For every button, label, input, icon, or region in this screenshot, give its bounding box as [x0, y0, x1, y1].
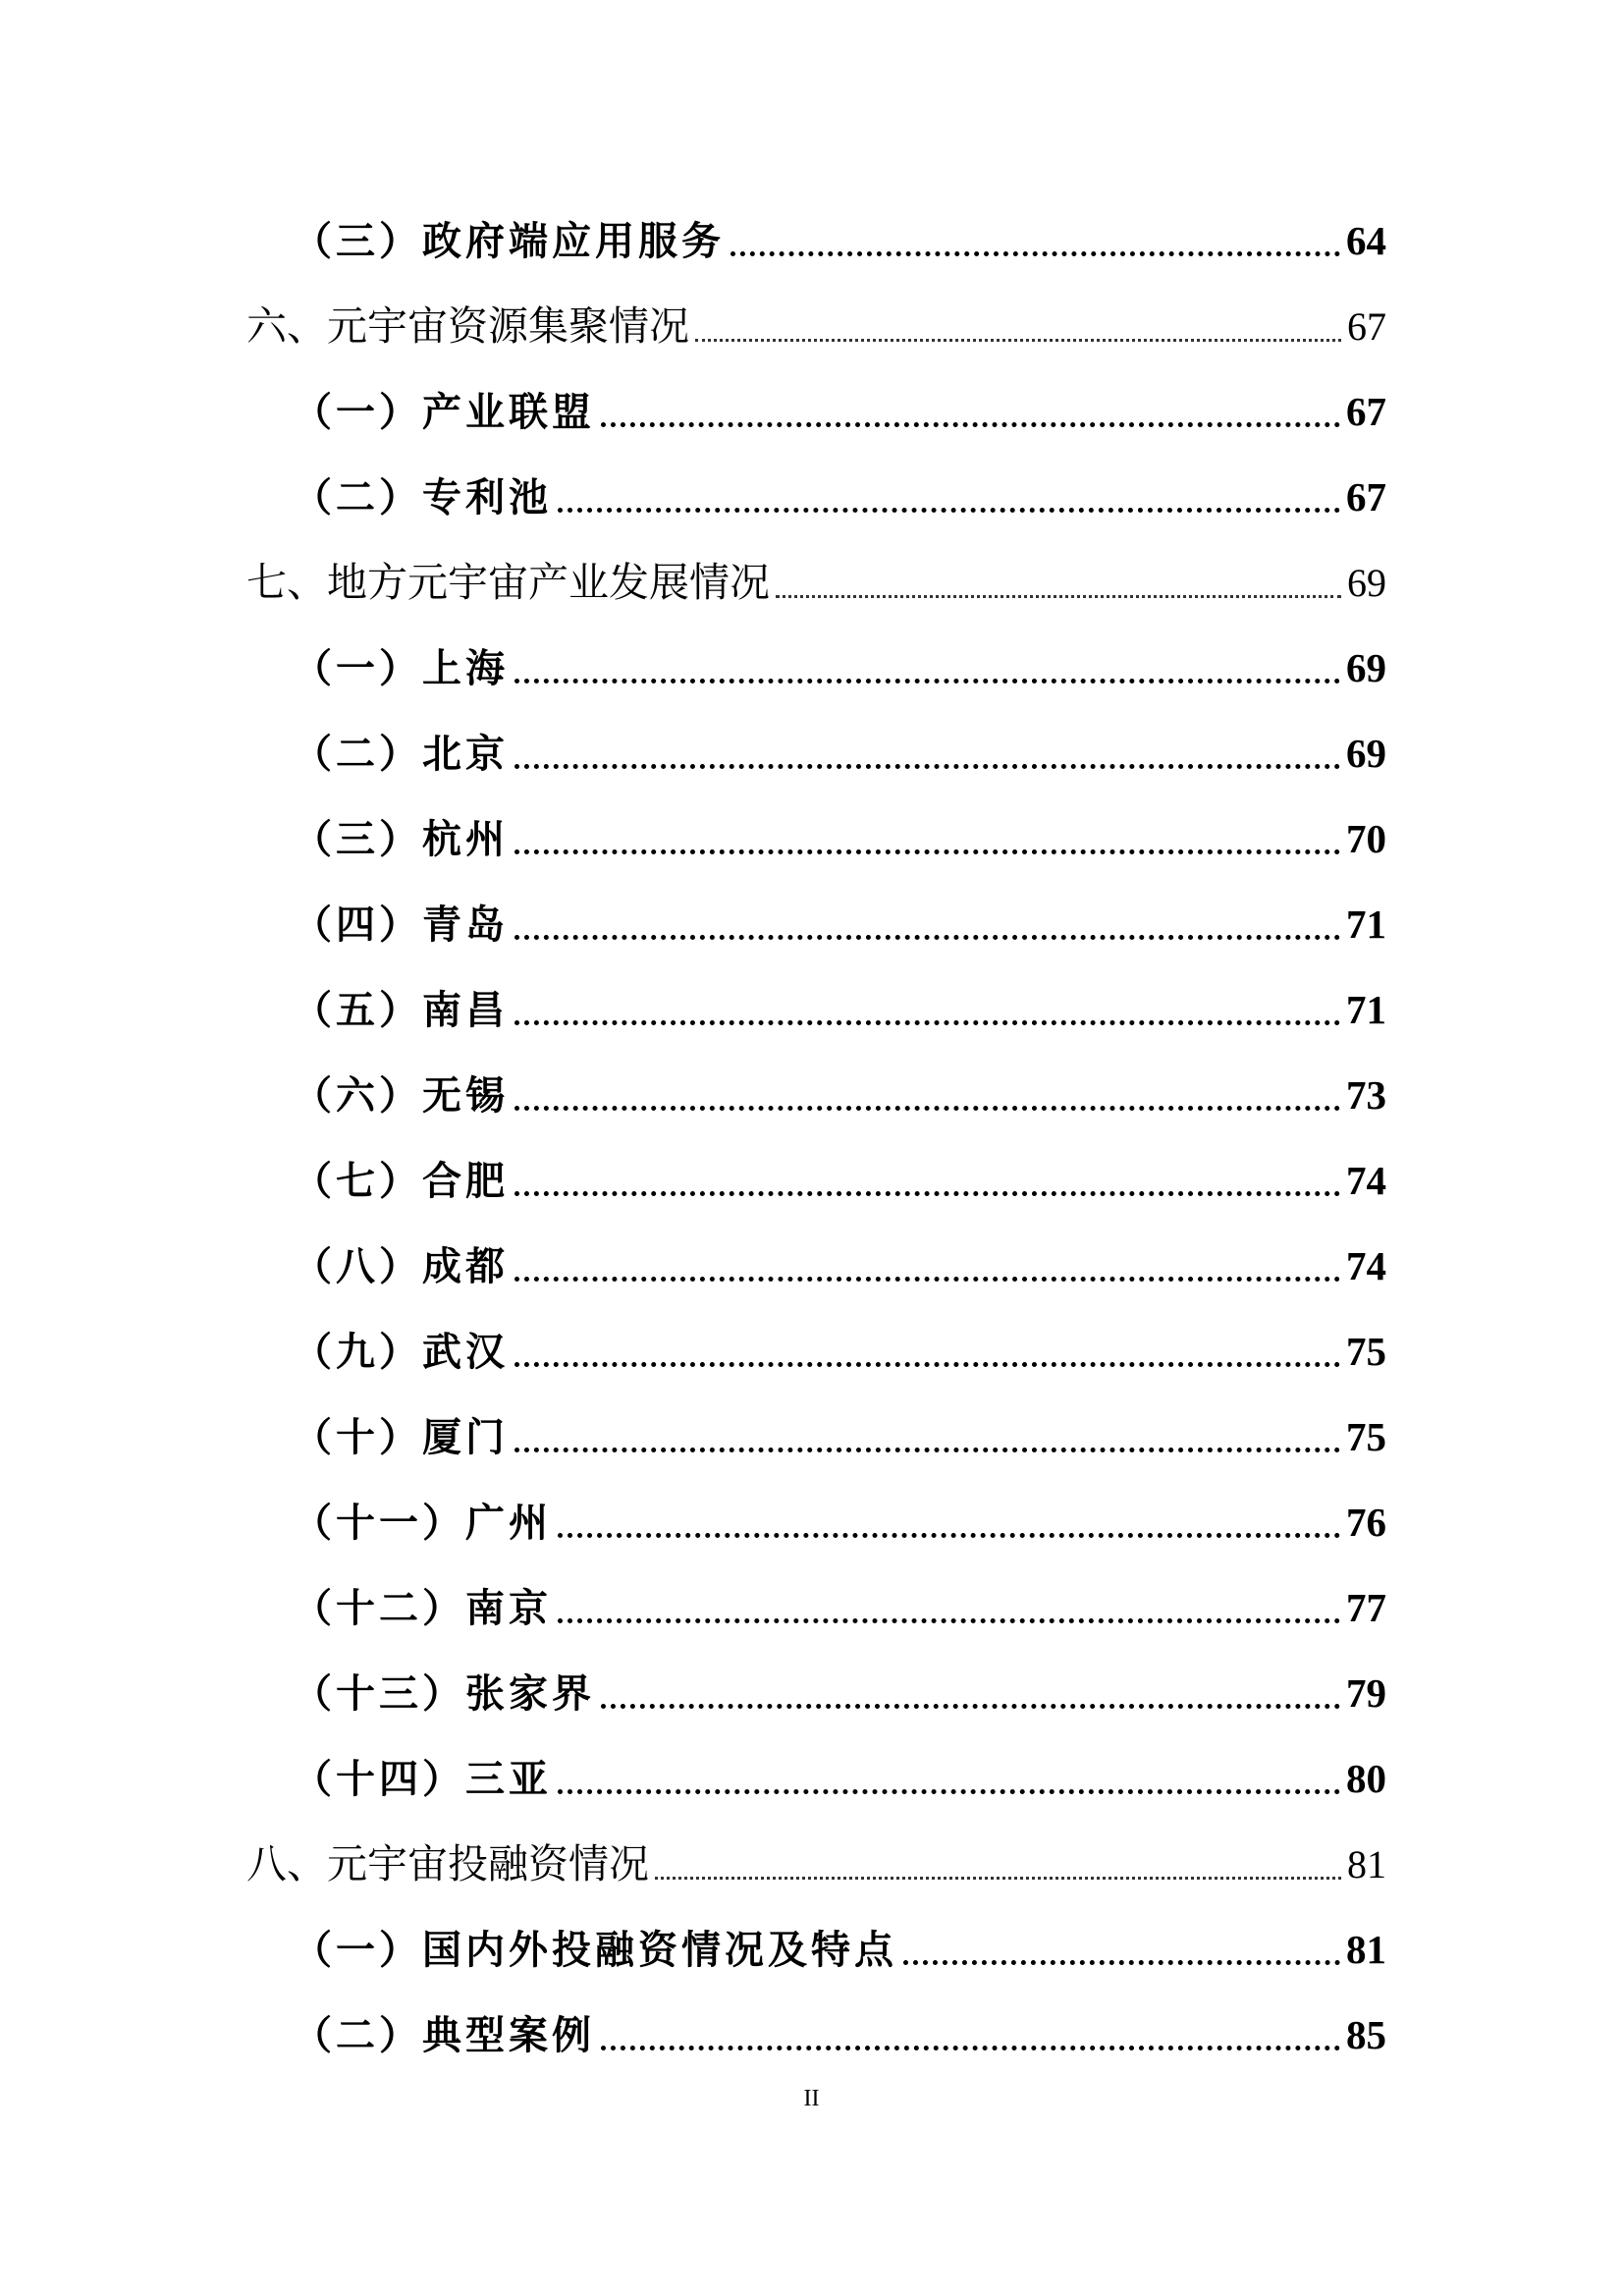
- dot-leader: [695, 339, 1341, 342]
- toc-entry-label: （二）典型案例: [293, 2012, 595, 2058]
- toc-entry[interactable]: [293, 467, 1386, 526]
- toc-entry-page: 80: [1346, 1756, 1386, 1801]
- dot-leader: [601, 1704, 1340, 1709]
- toc-entry-page: 76: [1346, 1500, 1386, 1545]
- toc-entry[interactable]: [293, 1151, 1386, 1210]
- toc-entry-page: 67: [1346, 389, 1386, 434]
- toc-entry[interactable]: [246, 1834, 1386, 1893]
- toc-entry[interactable]: [293, 211, 1386, 270]
- toc-entry[interactable]: [293, 1322, 1386, 1381]
- dot-leader: [514, 1277, 1340, 1282]
- toc-entry-page: 74: [1346, 1158, 1386, 1203]
- dot-leader: [514, 764, 1340, 769]
- toc-entry-page: 71: [1346, 902, 1386, 947]
- dot-leader: [514, 935, 1340, 940]
- dot-leader: [514, 1020, 1340, 1025]
- dot-leader: [558, 1789, 1340, 1794]
- toc-entry-page: 67: [1346, 474, 1386, 519]
- toc-entry[interactable]: [293, 895, 1386, 954]
- dot-leader: [776, 595, 1341, 598]
- dot-leader: [514, 1191, 1340, 1196]
- dot-leader: [558, 1533, 1340, 1538]
- dot-leader: [730, 251, 1340, 256]
- toc-entry-page: 69: [1346, 731, 1386, 776]
- toc-entry-label: （一）上海: [293, 645, 509, 691]
- toc-entry-label: 八、元宇宙投融资情况: [246, 1840, 649, 1887]
- toc-entry-page: 74: [1346, 1243, 1386, 1288]
- toc-entry-page: 69: [1347, 561, 1386, 605]
- toc-entry[interactable]: [293, 1236, 1386, 1295]
- toc-entry[interactable]: [293, 980, 1386, 1039]
- dot-leader: [903, 1960, 1340, 1965]
- toc-entry-label: （二）北京: [293, 731, 509, 777]
- toc-entry-page: 71: [1346, 987, 1386, 1032]
- dot-leader: [558, 508, 1340, 513]
- toc-entry-page: 75: [1346, 1329, 1386, 1374]
- dot-leader: [514, 1448, 1340, 1452]
- toc-entry[interactable]: [293, 382, 1386, 441]
- toc-entry-label: （十四）三亚: [293, 1756, 552, 1802]
- toc-entry-label: （五）南昌: [293, 987, 509, 1033]
- dot-leader: [514, 1362, 1340, 1367]
- toc-entry[interactable]: [293, 724, 1386, 783]
- toc-entry-page: 73: [1346, 1072, 1386, 1118]
- toc-entry-label: （十一）广州: [293, 1500, 552, 1546]
- toc-entry-label: （一）产业联盟: [293, 389, 595, 435]
- toc-entry[interactable]: [293, 1749, 1386, 1808]
- toc-entry-page: 75: [1346, 1414, 1386, 1459]
- toc-entry[interactable]: [246, 553, 1386, 612]
- dot-leader: [514, 1106, 1340, 1111]
- toc-entry-page: 81: [1346, 1927, 1386, 1972]
- dot-leader: [655, 1877, 1341, 1880]
- toc-entry[interactable]: [246, 297, 1386, 355]
- dot-leader: [514, 849, 1340, 854]
- toc-entry[interactable]: [293, 638, 1386, 697]
- toc-entry-label: （十二）南京: [293, 1585, 552, 1631]
- toc-entry-page: 64: [1346, 218, 1386, 263]
- toc-entry[interactable]: [293, 1493, 1386, 1552]
- page-number: II: [803, 2086, 820, 2111]
- toc-entry-label: （四）青岛: [293, 902, 509, 948]
- toc-entry-label: （二）专利池: [293, 474, 552, 520]
- toc-entry-label: （九）武汉: [293, 1329, 509, 1375]
- toc-entry-page: 67: [1347, 304, 1386, 349]
- toc-entry-page: 70: [1346, 816, 1386, 861]
- toc-entry[interactable]: [293, 1578, 1386, 1637]
- toc-entry-label: 七、地方元宇宙产业发展情况: [246, 559, 770, 606]
- toc-entry[interactable]: [293, 1664, 1386, 1722]
- toc-entry-page: 69: [1346, 645, 1386, 690]
- toc-entry-label: （一）国内外投融资情况及特点: [293, 1927, 897, 1973]
- toc-entry-label: （十三）张家界: [293, 1670, 595, 1717]
- toc-entry-page: 79: [1346, 1670, 1386, 1716]
- toc-entry[interactable]: [293, 809, 1386, 868]
- toc-entry-label: （七）合肥: [293, 1158, 509, 1204]
- toc-entry-label: （三）政府端应用服务: [293, 218, 725, 264]
- toc-entry[interactable]: [293, 2005, 1386, 2064]
- toc-entry-page: 77: [1346, 1585, 1386, 1630]
- toc-entry[interactable]: [293, 1920, 1386, 1979]
- toc-entry-label: （三）杭州: [293, 816, 509, 862]
- toc-entry-label: （六）无锡: [293, 1072, 509, 1119]
- dot-leader: [514, 679, 1340, 683]
- toc-entry-label: 六、元宇宙资源集聚情况: [246, 302, 689, 350]
- dot-leader: [601, 2046, 1340, 2050]
- toc-entry[interactable]: [293, 1407, 1386, 1466]
- toc-entry-label: （八）成都: [293, 1243, 509, 1289]
- toc-entry-page: 81: [1347, 1842, 1386, 1886]
- dot-leader: [601, 422, 1340, 427]
- dot-leader: [558, 1618, 1340, 1623]
- toc-entry-page: 85: [1346, 2012, 1386, 2057]
- toc-entry-label: （十）厦门: [293, 1414, 509, 1460]
- toc-entry[interactable]: [293, 1066, 1386, 1124]
